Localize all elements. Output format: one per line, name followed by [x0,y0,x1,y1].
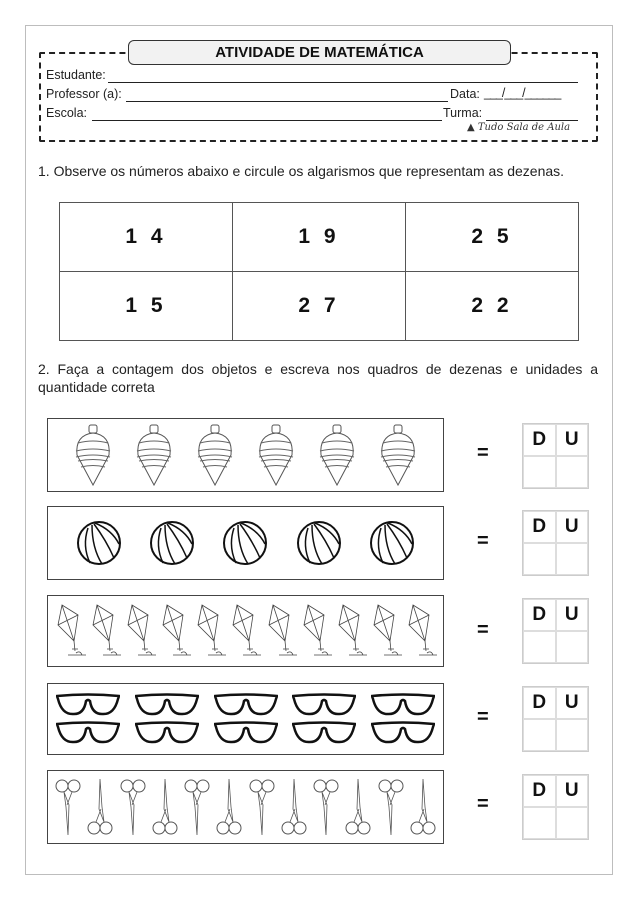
tens-header: D [523,511,556,543]
units-answer-cell[interactable] [556,631,589,663]
du-answer-box [522,686,589,752]
tens-header: D [523,775,556,807]
glasses-icon [214,721,278,745]
school-label: Escola: [46,106,87,120]
units-answer-cell[interactable] [556,719,589,751]
kite-icon [265,601,297,661]
scissors-icon [87,777,113,837]
scissors-icon [378,777,404,837]
tens-answer-cell[interactable] [523,719,556,751]
number-cell[interactable]: 2 7 [233,272,406,341]
student-label: Estudante: [46,68,106,82]
equals-sign: = [477,619,489,641]
ball-icon [222,520,268,566]
kite-icon [300,601,332,661]
tens-answer-cell[interactable] [523,456,556,488]
object-box-spinning-tops [47,418,444,492]
spinning-top-icon [378,423,418,487]
numbers-table [59,202,579,341]
date-field[interactable]: ___/___/______ [484,86,561,100]
student-field[interactable] [108,82,578,83]
units-header: U [556,775,589,807]
units-header: U [556,511,589,543]
scissors-icon [55,777,81,837]
date-label: Data: [450,87,480,101]
du-answer-box [522,510,589,576]
equals-sign: = [477,530,489,552]
tens-answer-cell[interactable] [523,631,556,663]
kite-icon [194,601,226,661]
ball-icon [369,520,415,566]
number-cell[interactable]: 1 5 [60,272,233,341]
units-header: U [556,424,589,456]
kite-icon [89,601,121,661]
book-icon: ▲ [467,122,475,133]
glasses-icon [292,693,356,717]
school-field[interactable] [92,120,442,121]
equals-sign: = [477,793,489,815]
scissors-icon [313,777,339,837]
scissors-icon [345,777,371,837]
spinning-top-icon [256,423,296,487]
units-answer-cell[interactable] [556,543,589,575]
scissors-icon [216,777,242,837]
object-box-glasses [47,683,444,755]
number-cell[interactable]: 1 9 [233,203,406,272]
brand-logo: ▲ Tudo Sala de Aula [467,122,571,133]
spinning-top-icon [134,423,174,487]
number-cell[interactable]: 2 5 [406,203,579,272]
object-box-balls [47,506,444,580]
question-1-text: 1. Observe os números abaixo e circule os algarismos que representam as dezenas. [38,163,565,179]
glasses-icon [371,693,435,717]
number-cell[interactable]: 2 2 [406,272,579,341]
du-answer-box [522,774,589,840]
object-box-kites [47,595,444,667]
kite-icon [159,601,191,661]
du-answer-box [522,598,589,664]
equals-sign: = [477,706,489,728]
glasses-icon [214,693,278,717]
tens-header: D [523,599,556,631]
glasses-icon [135,721,199,745]
equals-sign: = [477,442,489,464]
class-field[interactable] [486,120,578,121]
spinning-top-icon [195,423,235,487]
units-header: U [556,599,589,631]
number-cell[interactable]: 1 4 [60,203,233,272]
glasses-icon [135,693,199,717]
units-answer-cell[interactable] [556,456,589,488]
spinning-top-icon [73,423,113,487]
page-title: ATIVIDADE DE MATEMÁTICA [128,40,511,65]
kite-icon [405,601,437,661]
teacher-label: Professor (a): [46,87,122,101]
glasses-icon [292,721,356,745]
kite-icon [335,601,367,661]
spinning-top-icon [317,423,357,487]
kite-icon [124,601,156,661]
kite-icon [229,601,261,661]
ball-icon [149,520,195,566]
ball-icon [296,520,342,566]
object-box-scissors [47,770,444,844]
class-label: Turma: [443,106,483,120]
scissors-icon [184,777,210,837]
scissors-icon [152,777,178,837]
kite-icon [54,601,86,661]
glasses-icon [56,721,120,745]
glasses-icon [371,721,435,745]
question-2-text: 2. Faça a contagem dos objetos e escreva nos quadros de dezenas e unidades a quantidade correta [38,361,598,395]
scissors-icon [120,777,146,837]
tens-answer-cell[interactable] [523,807,556,839]
scissors-icon [410,777,436,837]
tens-header: D [523,424,556,456]
scissors-icon [281,777,307,837]
tens-answer-cell[interactable] [523,543,556,575]
tens-header: D [523,687,556,719]
glasses-icon [56,693,120,717]
units-answer-cell[interactable] [556,807,589,839]
ball-icon [76,520,122,566]
kite-icon [370,601,402,661]
teacher-field[interactable] [126,101,448,102]
du-answer-box [522,423,589,489]
scissors-icon [249,777,275,837]
units-header: U [556,687,589,719]
